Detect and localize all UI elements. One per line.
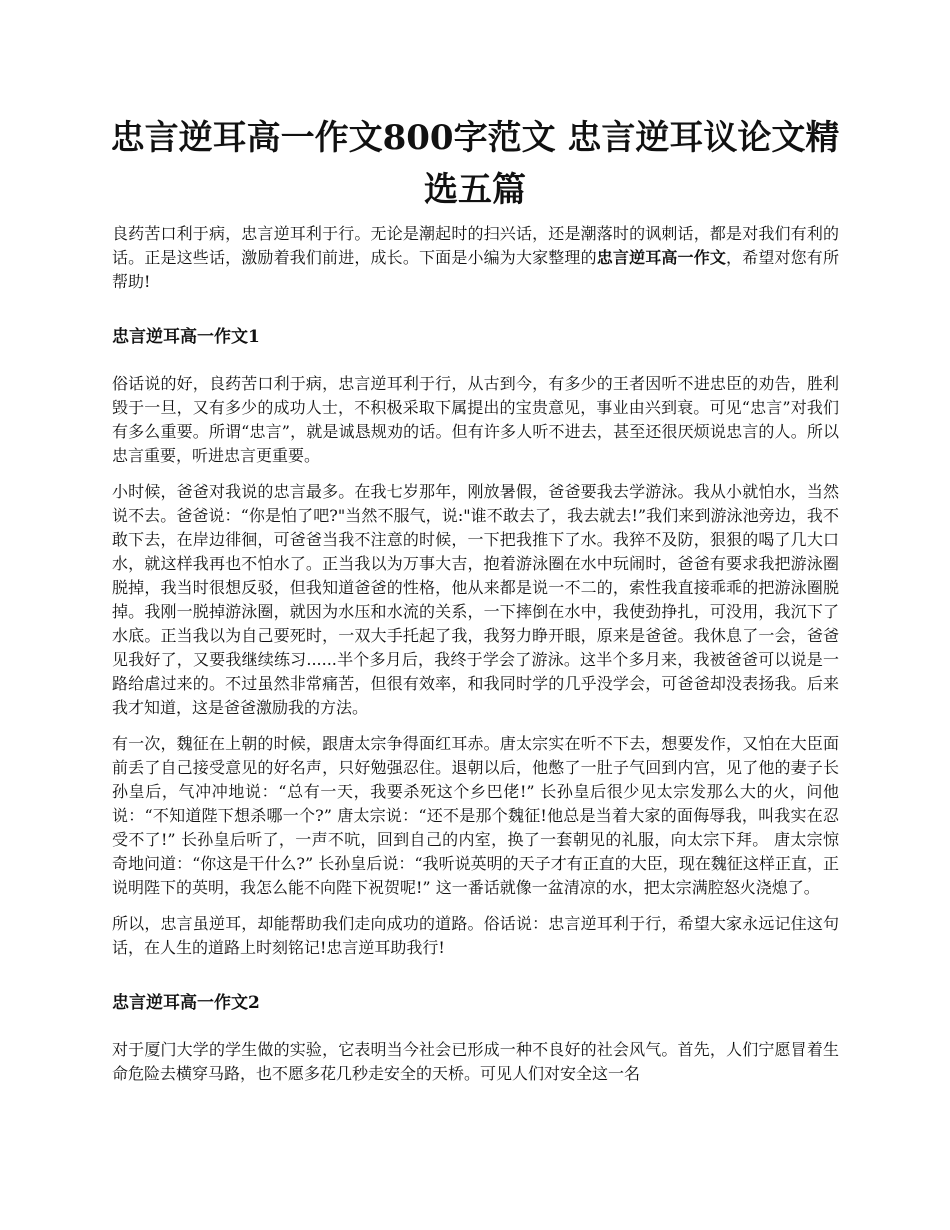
- intro-text: 良药苦口利于病，忠言逆耳利于行。无论是潮起时的扫兴话，还是潮落时的讽刺话，都是对我们有利的话。正是这些话，激励着我们前进，成长。下面是小编为大家整理的: [112, 224, 839, 267]
- intro-paragraph: [112, 222, 839, 294]
- document-body: [112, 222, 839, 1098]
- intro-bold-keyword: 忠言逆耳高一作文: [596, 248, 727, 267]
- section1-paragraph: 俗话说的好，良药苦口利于病，忠言逆耳利于行，从古到今，有多少的王者因听不进忠臣的劝告，胜利毁于一旦，又有多少的成功人士，不积极采取下属提出的宝贵意见，事业由兴到衰。可见“忠言”对我们有多么重要。所谓“忠言”，就是诚恳规劝的话。但有许多人听不进去，甚至还很厌烦说忠言的人。所以忠言重要，听进忠言更重要。: [112, 374, 839, 465]
- section2-paragraph: 对于厦门大学的学生做的实验，它表明当今社会已形成一种不良好的社会风气。首先，人们宁愿冒着生命危险去横穿马路，也不愿多花几秒走安全的天桥。可见人们对安全这一名: [112, 1040, 839, 1083]
- section-heading-2: 忠言逆耳高一作文2: [112, 993, 260, 1013]
- section1-paragraph: 小时候，爸爸对我说的忠言最多。在我七岁那年，刚放暑假，爸爸要我去学游泳。我从小就怕水，当然说不去。爸爸说：“你是怕了吧?"当然不服气，说:"谁不敢去了，我去就去!”我们来到游泳池旁边，我不敢下去，在岸边徘徊，可爸爸当我不注意的时候，一下把我推下了水。我猝不及防，狠狠的喝了几大口水，就这样我再也不怕水了。正当我以为万事大吉，抱着游泳圈在水中玩闹时，爸爸有要求我把游泳圈脱掉，我当时很想反驳，但我知道爸爸的性格，他从来都是说一不二的，索性我直接乖乖的把游泳圈脱掉。我刚一脱掉游泳圈，就因为水压和水流的关系，一下摔倒在水中，我使劲挣扎，可没用，我沉下了水底。正当我以为自己要死时，一双大手托起了我，我努力睁开眼，原来是爸爸。我休息了一会，爸爸见我好了，又要我继续练习......半个多月后，我终于学会了游泳。这半个多月来，我被爸爸可以说是一路给虐过来的。不过虽然非常痛苦，但很有效率，和我同时学的几乎没学会，可爸爸却没表扬我。后来我才知道，这是爸爸激励我的方法。: [112, 482, 839, 717]
- intro-text-end: ，希望对您有所帮助!: [112, 248, 839, 291]
- section1-paragraph: 所以，忠言虽逆耳，却能帮助我们走向成功的道路。俗话说：忠言逆耳利于行，希望大家永远记住这句话，在人生的道路上时刻铭记!忠言逆耳助我行!: [112, 914, 839, 957]
- section1-paragraph: 有一次，魏征在上朝的时候，跟唐太宗争得面红耳赤。唐太宗实在听不下去，想要发作，又怕在大臣面前丢了自己接受意见的好名声，只好勉强忍住。退朝以后，他憋了一肚子气回到内宫，见了他的妻子长孙皇后，气冲冲地说：“总有一天，我要杀死这个乡巴佬!” 长孙皇后很少见太宗发那么大的火，问他说：“不知道陛下想杀哪一个?” 唐太宗说：“还不是那个魏征!他总是当着大家的面侮辱我，叫我实在忍受不了!” 长孙皇后听了，一声不吭，回到自己的内室，换了一套朝见的礼服，向太宗下拜。 唐太宗惊奇地问道：“你这是干什么?” 长孙皇后说：“我听说英明的天子才有正直的大臣，现在魏征这样正直，正说明陛下的英明，我怎么能不向陛下祝贺呢!” 这一番话就像一盆清凉的水，把太宗满腔怒火浇熄了。: [112, 734, 839, 897]
- document-title: 忠言逆耳高一作文800字范文 忠言逆耳议论文精选五篇: [110, 118, 840, 210]
- section-heading-1: 忠言逆耳高一作文1: [112, 327, 260, 347]
